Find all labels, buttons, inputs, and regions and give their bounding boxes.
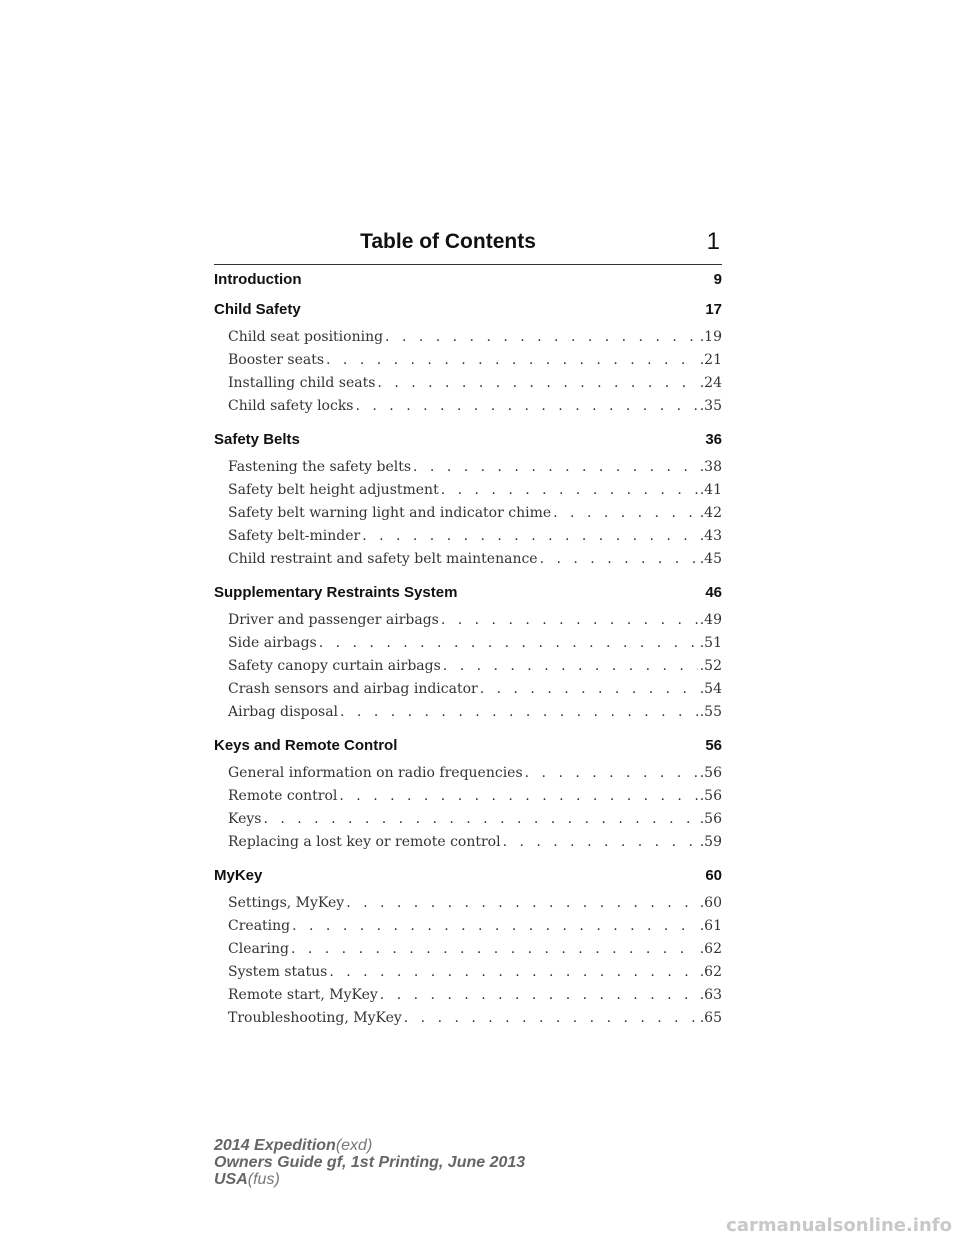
toc-section [214, 579, 722, 732]
toc-section-heading[interactable] [214, 862, 722, 892]
toc-entry[interactable] [214, 525, 722, 548]
toc-entry[interactable] [214, 609, 722, 632]
page-title: Table of Contents [360, 230, 536, 253]
toc-entry-label: Clearing [228, 941, 289, 957]
toc-entry-label: Safety belt warning light and indicator chime [228, 505, 552, 521]
toc-section-heading[interactable] [214, 266, 722, 296]
dot-leader [291, 938, 698, 961]
toc-entry[interactable] [214, 831, 722, 854]
toc-entry-label: Replacing a lost key or remote control [228, 834, 501, 850]
dot-leader [525, 762, 698, 785]
toc-section-heading[interactable] [214, 296, 722, 326]
toc-entry-page: .42 [699, 505, 722, 521]
toc-entry-page: .24 [699, 375, 722, 391]
toc-entry-label: Child restraint and safety belt maintenance [228, 551, 538, 567]
toc-entry[interactable] [214, 326, 722, 349]
watermark: carmanualsonline.info [726, 1215, 952, 1236]
toc-entry[interactable] [214, 984, 722, 1007]
toc-entry-label: Remote control [228, 788, 338, 804]
dot-leader [340, 701, 698, 724]
toc-entry-label: Safety belt height adjustment [228, 482, 439, 498]
toc-entry-page: .52 [699, 658, 722, 674]
toc-section-title: Safety Belts [214, 431, 300, 448]
toc-entry[interactable] [214, 349, 722, 372]
toc-entry[interactable] [214, 785, 722, 808]
toc-entry-label: Child seat positioning [228, 329, 384, 345]
dot-leader [292, 915, 698, 938]
toc-section-page: 56 [705, 737, 722, 754]
toc-entry-label: Safety canopy curtain airbags [228, 658, 441, 674]
toc-section [214, 296, 722, 426]
dot-leader [385, 326, 698, 349]
toc-entry[interactable] [214, 456, 722, 479]
toc-section-page: 9 [713, 271, 722, 288]
toc-entry-page: .62 [699, 964, 722, 980]
toc-entry-page: .56 [699, 765, 722, 781]
toc-entry[interactable] [214, 915, 722, 938]
toc-entry-label: Keys [228, 811, 262, 827]
footer [214, 1137, 714, 1188]
toc-section-heading[interactable] [214, 579, 722, 609]
toc-entry-page: .60 [699, 895, 722, 911]
toc-entry-label: Fastening the safety belts [228, 459, 412, 475]
toc-entry-page: .63 [699, 987, 722, 1003]
toc-entry[interactable] [214, 938, 722, 961]
dot-leader [263, 808, 697, 831]
toc-entry-label: Crash sensors and airbag indicator [228, 681, 478, 697]
toc-section-title: MyKey [214, 867, 263, 884]
footer-market-code: (fus) [247, 1171, 280, 1188]
toc-section-heading[interactable] [214, 426, 722, 456]
toc-entry[interactable] [214, 632, 722, 655]
toc-entry-page: .55 [699, 704, 722, 720]
toc-section-page: 60 [705, 867, 722, 884]
dot-leader [326, 349, 698, 372]
dot-leader [329, 961, 697, 984]
dot-leader [362, 525, 698, 548]
toc-section-title: Introduction [214, 271, 302, 288]
toc-section-title: Supplementary Restraints System [214, 584, 458, 601]
toc-entry-page: .43 [699, 528, 722, 544]
toc-entry[interactable] [214, 1007, 722, 1030]
toc-entry[interactable] [214, 655, 722, 678]
toc-entry-label: General information on radio frequencies [228, 765, 523, 781]
dot-leader [480, 678, 698, 701]
page-header [214, 228, 722, 265]
dot-leader [413, 456, 698, 479]
footer-market: USA [214, 1171, 248, 1188]
toc-entry[interactable] [214, 808, 722, 831]
toc-entry-page: .21 [699, 352, 722, 368]
toc-entry-label: Safety belt-minder [228, 528, 361, 544]
toc-entry-page: .38 [699, 459, 722, 475]
dot-leader [319, 632, 698, 655]
toc-entry-page: .51 [699, 635, 722, 651]
dot-leader [380, 984, 698, 1007]
toc-entry-label: System status [228, 964, 328, 980]
toc-section-page: 46 [705, 584, 722, 601]
toc-entry[interactable] [214, 892, 722, 915]
dot-leader [553, 502, 698, 525]
toc-section [214, 732, 722, 862]
toc-entry-page: .61 [699, 918, 722, 934]
toc-entry-page: .35 [699, 398, 722, 414]
toc-section [214, 266, 722, 296]
toc-entry-label: Settings, MyKey [228, 895, 345, 911]
toc-entry-label: Remote start, MyKey [228, 987, 378, 1003]
footer-line-1 [214, 1137, 714, 1154]
toc-entry[interactable] [214, 548, 722, 571]
dot-leader [346, 892, 698, 915]
toc-entry-label: Installing child seats [228, 375, 376, 391]
footer-printing: Owners Guide gf, 1st Printing, June 2013 [214, 1154, 526, 1171]
toc-entry-page: .19 [699, 329, 722, 345]
dot-leader [540, 548, 698, 571]
section-spacer [214, 854, 722, 862]
footer-line-2 [214, 1154, 714, 1171]
footer-line-3 [214, 1171, 714, 1188]
toc-entry[interactable] [214, 479, 722, 502]
toc-entry-label: Driver and passenger airbags [228, 612, 439, 628]
toc-section-heading[interactable] [214, 732, 722, 762]
dot-leader [404, 1007, 698, 1030]
section-spacer [214, 1030, 722, 1038]
toc-entry[interactable] [214, 961, 722, 984]
dot-leader [339, 785, 697, 808]
toc-entry-label: Airbag disposal [228, 704, 339, 720]
toc-entry-label: Creating [228, 918, 291, 934]
toc-entry-label: Child safety locks [228, 398, 354, 414]
toc-entry[interactable] [214, 395, 722, 418]
toc-entry-label: Side airbags [228, 635, 317, 651]
toc-entry-label: Troubleshooting, MyKey [228, 1010, 402, 1026]
toc-section [214, 862, 722, 1038]
toc-entry-page: .56 [699, 811, 722, 827]
dot-leader [443, 655, 698, 678]
page-number: 1 [706, 228, 720, 255]
toc-entry-label: Booster seats [228, 352, 325, 368]
dot-leader [441, 479, 698, 502]
toc-entry-page: .49 [699, 612, 722, 628]
toc-section-title: Keys and Remote Control [214, 737, 398, 754]
dot-leader [356, 395, 698, 418]
toc-section-title: Child Safety [214, 301, 301, 318]
toc-entry[interactable] [214, 502, 722, 525]
toc-entry-page: .65 [699, 1010, 722, 1026]
toc-entry-page: .56 [699, 788, 722, 804]
dot-leader [377, 372, 697, 395]
table-of-contents [214, 266, 722, 1038]
toc-section-page: 36 [705, 431, 722, 448]
toc-section [214, 426, 722, 579]
toc-section-page: 17 [705, 301, 722, 318]
toc-entry-page: .59 [699, 834, 722, 850]
toc-entry-page: .54 [699, 681, 722, 697]
toc-entry[interactable] [214, 701, 722, 724]
toc-entry[interactable] [214, 372, 722, 395]
section-spacer [214, 724, 722, 732]
toc-entry[interactable] [214, 762, 722, 785]
toc-entry[interactable] [214, 678, 722, 701]
toc-entry-page: .45 [699, 551, 722, 567]
dot-leader [441, 609, 698, 632]
footer-model-code: (exd) [335, 1137, 373, 1154]
footer-model: 2014 Expedition [214, 1137, 336, 1154]
dot-leader [503, 831, 698, 854]
section-spacer [214, 418, 722, 426]
section-spacer [214, 571, 722, 579]
toc-entry-page: .41 [699, 482, 722, 498]
toc-entry-page: .62 [699, 941, 722, 957]
